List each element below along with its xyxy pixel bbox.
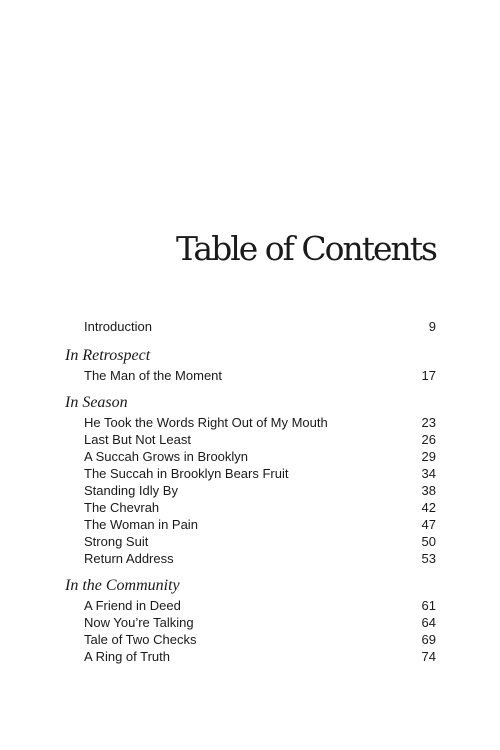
section-spacer	[0, 384, 500, 388]
toc-entry	[0, 499, 500, 516]
toc-entry	[0, 448, 500, 465]
toc-entry	[0, 533, 500, 550]
toc-entry-page: 23	[421, 415, 436, 430]
toc-entry-introduction	[0, 318, 500, 335]
toc-entry-page: 61	[421, 598, 436, 613]
toc-entry-page: 26	[421, 432, 436, 447]
section-spacer	[0, 567, 500, 571]
toc-entry-page: 29	[421, 449, 436, 464]
toc-entry	[0, 431, 500, 448]
toc-entry	[0, 516, 500, 533]
toc-entry-page: 50	[421, 534, 436, 549]
toc-entry-title: Last But Not Least	[84, 432, 191, 447]
toc-entry	[0, 465, 500, 482]
toc-entry	[0, 597, 500, 614]
toc-entry-title: Return Address	[84, 551, 174, 566]
table-of-contents	[0, 318, 500, 665]
toc-entry-page: 42	[421, 500, 436, 515]
section-heading: In Season	[65, 394, 128, 411]
toc-entry-title: The Chevrah	[84, 500, 160, 515]
toc-entry-page: 64	[421, 615, 436, 630]
toc-entry	[0, 482, 500, 499]
toc-entry-title: A Ring of Truth	[84, 649, 170, 664]
toc-entry-title: Now You’re Talking	[84, 615, 194, 630]
toc-sections	[0, 345, 500, 665]
toc-entry	[0, 648, 500, 665]
toc-entry	[0, 414, 500, 431]
section-heading: In Retrospect	[65, 347, 151, 364]
toc-entry-title: Introduction	[84, 319, 152, 334]
toc-entry-page: 47	[421, 517, 436, 532]
toc-entry-title: Strong Suit	[84, 534, 149, 549]
toc-entry	[0, 550, 500, 567]
section-heading: In the Community	[65, 577, 180, 594]
toc-entry-title: The Man of the Moment	[84, 368, 223, 383]
toc-entry-title: Standing Idly By	[84, 483, 178, 498]
toc-entry-title: A Succah Grows in Brooklyn	[84, 449, 249, 464]
toc-entry-page: 34	[421, 466, 436, 481]
toc-entry	[0, 631, 500, 648]
toc-entry-title: Tale of Two Checks	[84, 632, 197, 647]
toc-entry-page: 38	[421, 483, 436, 498]
toc-entry-page: 74	[421, 649, 436, 664]
toc-entry-page: 17	[421, 368, 436, 383]
toc-entry	[0, 367, 500, 384]
toc-entry-page: 53	[421, 551, 436, 566]
page-title: Table of Contents	[175, 229, 436, 268]
toc-entry-title: He Took the Words Right Out of My Mouth	[84, 415, 328, 430]
toc-entry-title: The Woman in Pain	[84, 517, 198, 532]
toc-entry-title: A Friend in Deed	[84, 598, 181, 613]
toc-entry-page: 69	[421, 632, 436, 647]
toc-entry-page: 9	[428, 319, 436, 334]
toc-entry-title: The Succah in Brooklyn Bears Fruit	[84, 466, 289, 481]
toc-entry	[0, 614, 500, 631]
